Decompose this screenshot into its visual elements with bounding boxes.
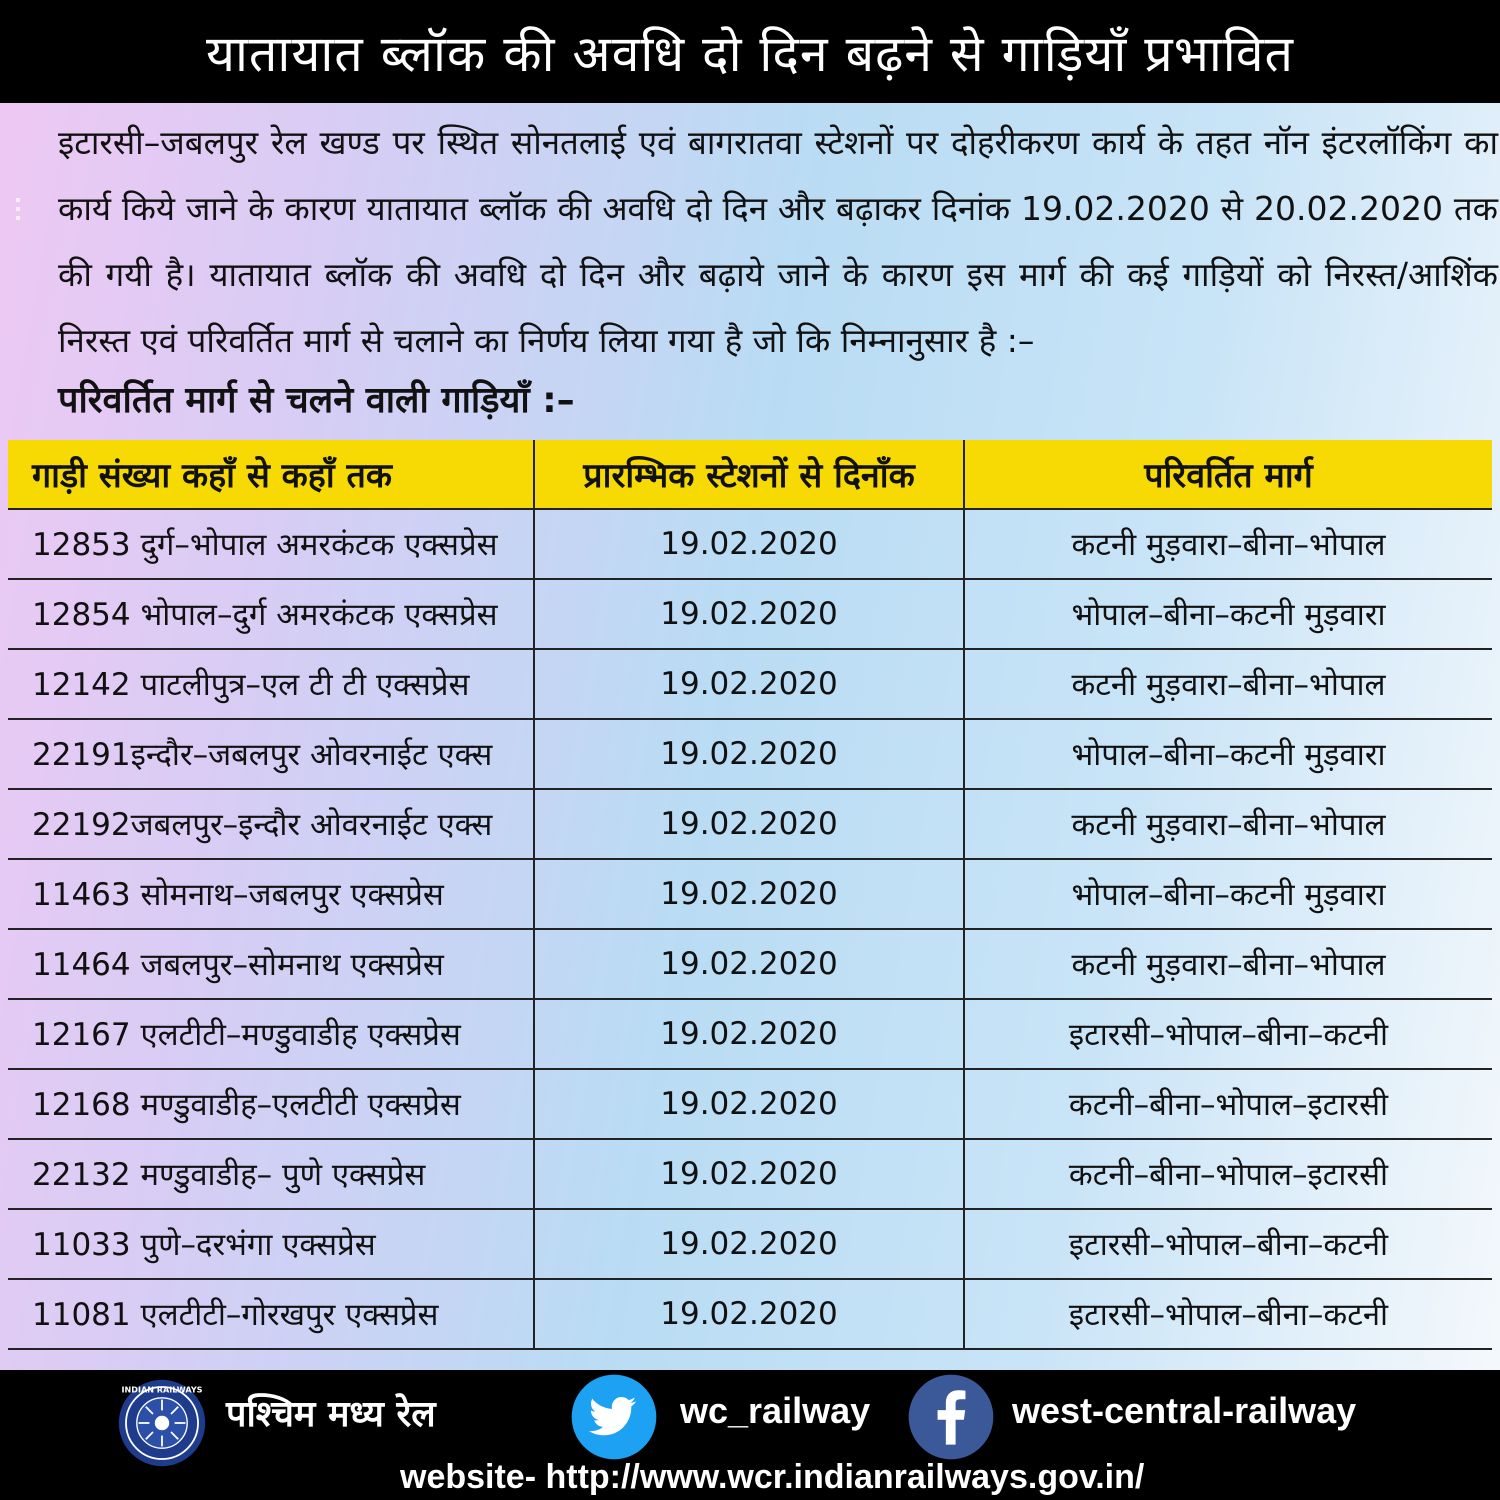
section-heading: परिवर्तित मार्ग से चलने वाली गाड़ियाँ :–: [58, 380, 575, 421]
table-row: [8, 509, 1492, 579]
facebook-icon[interactable]: [905, 1371, 997, 1463]
cell-date: 19.02.2020: [534, 1069, 964, 1139]
table-row: [8, 789, 1492, 859]
cell-route: कटनी मुड़वारा–बीना–भोपाल: [964, 929, 1492, 999]
cell-date: 19.02.2020: [534, 1209, 964, 1279]
cell-date: 19.02.2020: [534, 1139, 964, 1209]
indian-railways-logo-icon: [117, 1378, 207, 1468]
facebook-handle[interactable]: west-central-railway: [1012, 1390, 1357, 1431]
cell-route: कटनी–बीना–भोपाल–इटारसी: [964, 1139, 1492, 1209]
twitter-handle[interactable]: wc_railway: [680, 1390, 871, 1431]
cell-date: 19.02.2020: [534, 509, 964, 579]
cell-route: इटारसी–भोपाल–बीना–कटनी: [964, 1209, 1492, 1279]
table-row: [8, 649, 1492, 719]
cell-date: 19.02.2020: [534, 929, 964, 999]
cell-train: 22192जबलपुर–इन्दौर ओवरनाईट एक्स: [8, 789, 534, 859]
cell-route: कटनी मुड़वारा–बीना–भोपाल: [964, 509, 1492, 579]
cell-route: भोपाल–बीना–कटनी मुड़वारा: [964, 859, 1492, 929]
header-train-number: गाड़ी संख्या कहाँ से कहाँ तक: [8, 440, 534, 509]
brand-name: पश्चिम मध्य रेल: [226, 1394, 436, 1435]
cell-route: कटनी मुड़वारा–बीना–भोपाल: [964, 649, 1492, 719]
cell-train: 11033 पुणे–दरभंगा एक्सप्रेस: [8, 1209, 534, 1279]
intro-paragraph: इटारसी–जबलपुर रेल खण्ड पर स्थित सोनतलाई एवं बागरातवा स्टेशनों पर दोहरीकरण कार्य के तहत नॉन इंटरलॉकिंग का कार्य किये जाने के कारण यातायात ब्लॉक की अवधि दो दिन और बढ़ाकर दिनांक 19.02.2020 से 20.02.2020 तक की गयी है। यातायात ब्लॉक की अवधि दो दिन और बढ़ाये जाने के कारण इस मार्ग की कई गाड़ियों को निरस्त/आशिंक निरस्त एवं परिवर्तित मार्ग से चलाने का निर्णय लिया गया है जो कि निम्नानुसार है :–: [58, 123, 1498, 360]
cell-route: कटनी मुड़वारा–बीना–भोपाल: [964, 789, 1492, 859]
cell-date: 19.02.2020: [534, 649, 964, 719]
diverted-trains-table: [8, 440, 1492, 1350]
footer: [0, 1370, 1500, 1500]
website-link[interactable]: website- http://www.wcr.indianrailways.gov.in/: [400, 1458, 1145, 1496]
page-title: यातायात ब्लॉक की अवधि दो दिन बढ़ने से गाड़ियाँ प्रभावित: [0, 0, 1500, 103]
cell-train: 11464 जबलपुर–सोमनाथ एक्सप्रेस: [8, 929, 534, 999]
cell-train: 12853 दुर्ग–भोपाल अमरकंटक एक्सप्रेस: [8, 509, 534, 579]
cell-train: 11463 सोमनाथ–जबलपुर एक्सप्रेस: [8, 859, 534, 929]
cell-route: इटारसी–भोपाल–बीना–कटनी: [964, 1279, 1492, 1349]
table-row: [8, 1069, 1492, 1139]
header-diverted-route: परिवर्तित मार्ग: [964, 440, 1492, 509]
cell-train: 12854 भोपाल–दुर्ग अमरकंटक एक्सप्रेस: [8, 579, 534, 649]
cell-date: 19.02.2020: [534, 719, 964, 789]
cell-route: भोपाल–बीना–कटनी मुड़वारा: [964, 579, 1492, 649]
cell-train: 12142 पाटलीपुत्र–एल टी टी एक्सप्रेस: [8, 649, 534, 719]
table-header-row: [8, 440, 1492, 509]
twitter-icon[interactable]: [568, 1371, 660, 1463]
cell-route: कटनी–बीना–भोपाल–इटारसी: [964, 1069, 1492, 1139]
cell-train: 22191इन्दौर–जबलपुर ओवरनाईट एक्स: [8, 719, 534, 789]
header-start-date: प्रारम्भिक स्टेशनों से दिनाँक: [534, 440, 964, 509]
cell-date: 19.02.2020: [534, 789, 964, 859]
cell-route: इटारसी–भोपाल–बीना–कटनी: [964, 999, 1492, 1069]
cell-date: 19.02.2020: [534, 999, 964, 1069]
cell-date: 19.02.2020: [534, 1279, 964, 1349]
cell-route: भोपाल–बीना–कटनी मुड़वारा: [964, 719, 1492, 789]
cell-date: 19.02.2020: [534, 579, 964, 649]
table-row: [8, 579, 1492, 649]
table-row: [8, 719, 1492, 789]
table-row: [8, 859, 1492, 929]
table-row: [8, 1279, 1492, 1349]
logo-text: INDIAN RAILWAYS: [121, 1384, 203, 1395]
side-dots-decoration: [16, 198, 22, 220]
table-row: [8, 999, 1492, 1069]
table-body: [8, 509, 1492, 1349]
cell-date: 19.02.2020: [534, 859, 964, 929]
cell-train: 11081 एलटीटी–गोरखपुर एक्सप्रेस: [8, 1279, 534, 1349]
cell-train: 12167 एलटीटी–मण्डुवाडीह एक्सप्रेस: [8, 999, 534, 1069]
cell-train: 22132 मण्डुवाडीह– पुणे एक्सप्रेस: [8, 1139, 534, 1209]
table-row: [8, 1209, 1492, 1279]
table-row: [8, 929, 1492, 999]
table-row: [8, 1139, 1492, 1209]
cell-train: 12168 मण्डुवाडीह–एलटीटी एक्सप्रेस: [8, 1069, 534, 1139]
